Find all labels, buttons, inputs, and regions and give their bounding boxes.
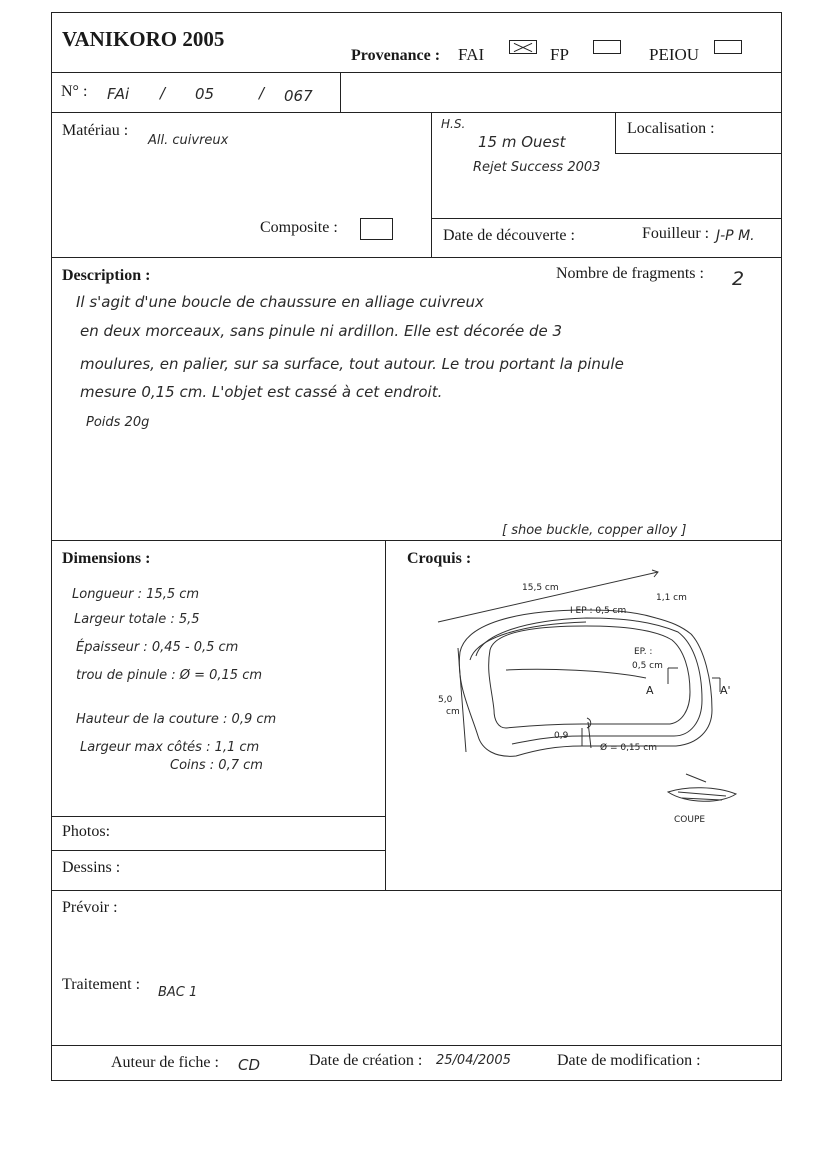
sketch-height-2: cm: [446, 707, 460, 717]
discovery-date-label: Date de découverte :: [443, 227, 575, 244]
peiou-checkbox[interactable]: [714, 40, 742, 54]
provenance-option-fai: FAI: [458, 45, 485, 64]
sketch-hole: Ø = 0,15 cm: [600, 743, 657, 753]
fp-checkbox[interactable]: [593, 40, 621, 54]
provenance-option-fp: FP: [550, 45, 569, 64]
created-date-value: 25/04/2005: [436, 1053, 511, 1068]
material-label: Matériau :: [62, 122, 129, 139]
sketch-ep-top: I EP : 0,5 cm: [570, 606, 627, 616]
dimension-row-2: Largeur totale : 5,5: [74, 612, 200, 627]
sketch-label: Croquis :: [407, 550, 472, 567]
buckle-sketch: [386, 560, 780, 840]
drawings-label: Dessins :: [62, 859, 121, 876]
composite-checkbox[interactable]: [360, 218, 393, 240]
localisation-label: Localisation :: [627, 120, 715, 137]
dimension-row-7: Coins : 0,7 cm: [170, 758, 263, 773]
english-translation: [ shoe buckle, copper alloy ]: [502, 523, 687, 538]
prevoir-label: Prévoir :: [62, 899, 118, 916]
sketch-seam: 0,9: [554, 731, 569, 741]
photos-top-divider: [51, 816, 385, 817]
excavator-value: J-P M.: [716, 228, 755, 244]
provenance-option-peiou: PEIOU: [649, 45, 700, 64]
provenance-label: Provenance :: [351, 47, 441, 64]
sketch-section-a: A: [646, 684, 654, 697]
material-divider: [431, 112, 432, 258]
number-part-1: FAi: [107, 85, 130, 103]
description-line-3: moulures, en palier, sur sa surface, tout autour. Le trou portant la pinule: [80, 355, 624, 373]
dimensions-label: Dimensions :: [62, 550, 151, 567]
sketch-ep-right-1: EP. :: [634, 647, 653, 657]
prevoir-section: [51, 890, 782, 1046]
created-date-label: Date de création :: [309, 1052, 423, 1069]
dimension-row-5: Hauteur de la couture : 0,9 cm: [76, 712, 277, 727]
dimension-row-3: Épaisseur : 0,45 - 0,5 cm: [76, 640, 239, 655]
number-sep-2: /: [259, 84, 265, 102]
photos-bottom-divider: [51, 850, 385, 851]
composite-label: Composite :: [260, 219, 338, 236]
number-divider: [340, 72, 341, 113]
excavator-label: Fouilleur :: [642, 225, 710, 242]
form-title: VANIKORO 2005: [62, 27, 225, 51]
description-line-2: en deux morceaux, sans pinule ni ardillon. Elle est décorée de 3: [80, 322, 563, 340]
number-sep-1: /: [160, 84, 166, 102]
description-line-4: mesure 0,15 cm. L'objet est cassé à cet endroit.: [80, 383, 443, 401]
fragments-value: 2: [732, 268, 745, 290]
number-part-3: 067: [284, 87, 313, 105]
weight-value: Poids 20g: [86, 415, 150, 430]
fragments-label: Nombre de fragments :: [556, 265, 704, 282]
sketch-ep-right-2: 0,5 cm: [632, 661, 663, 671]
photos-label: Photos:: [62, 823, 111, 840]
treatment-value: BAC 1: [158, 985, 198, 1000]
sketch-section-a-prime: A': [720, 684, 731, 697]
number-part-2: 05: [195, 85, 215, 103]
author-value: CD: [238, 1056, 261, 1074]
location-note-1: H.S.: [441, 117, 466, 131]
treatment-label: Traitement :: [62, 976, 141, 993]
material-value: All. cuivreux: [148, 133, 229, 148]
sketch-height-1: 5,0: [438, 695, 453, 705]
discovery-divider: [431, 218, 782, 219]
fai-checkbox[interactable]: [509, 40, 537, 54]
number-label: N° :: [61, 83, 88, 100]
location-note-2: 15 m Ouest: [478, 133, 566, 151]
sketch-length: 15,5 cm: [522, 583, 559, 593]
dimension-row-4: trou de pinule : Ø = 0,15 cm: [76, 668, 263, 683]
location-note-3: Rejet Success 2003: [473, 160, 601, 175]
author-label: Auteur de fiche :: [111, 1054, 219, 1071]
modified-date-label: Date de modification :: [557, 1052, 701, 1069]
dimension-row-1: Longueur : 15,5 cm: [72, 587, 200, 602]
description-line-1: Il s'agit d'une boucle de chaussure en alliage cuivreux: [76, 293, 484, 311]
dimension-row-6: Largeur max côtés : 1,1 cm: [80, 740, 260, 755]
description-label: Description :: [62, 267, 151, 284]
sketch-coupe: COUPE: [674, 815, 706, 825]
sketch-side-width: 1,1 cm: [656, 593, 687, 603]
